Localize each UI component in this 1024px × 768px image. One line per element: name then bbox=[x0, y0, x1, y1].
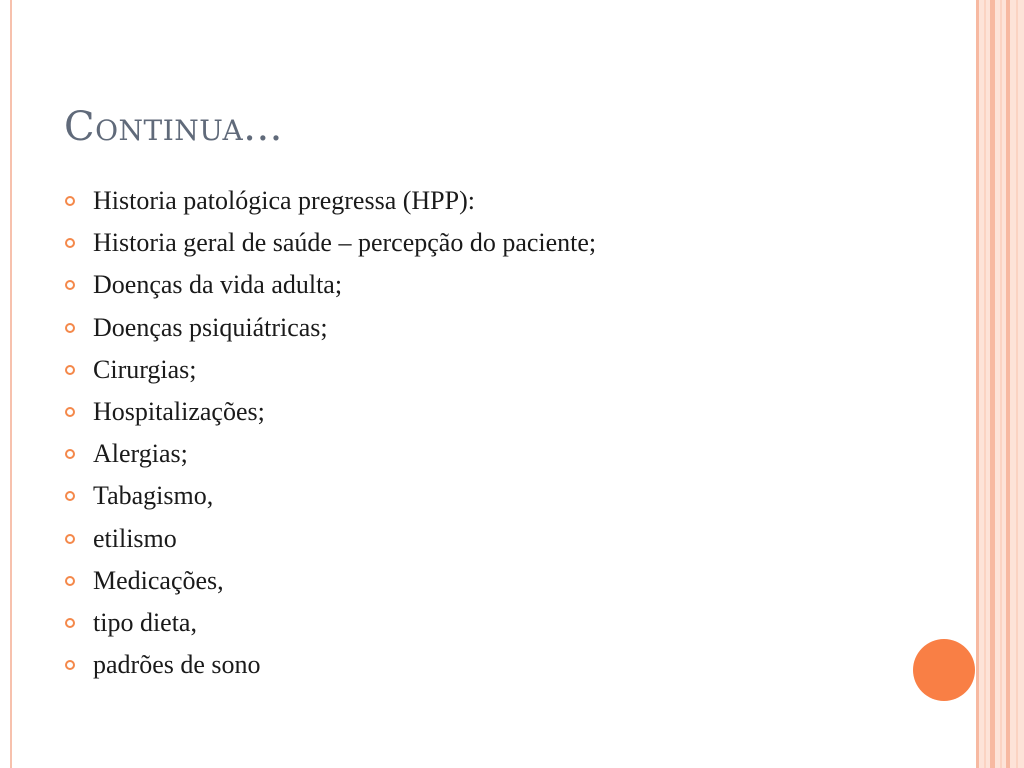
hollow-circle-bullet-icon bbox=[65, 534, 75, 544]
slide-title: Continua... bbox=[64, 104, 283, 150]
stripe bbox=[1000, 0, 1002, 768]
stripe bbox=[1006, 0, 1010, 768]
list-item-text: Cirurgias; bbox=[93, 354, 197, 384]
stripe bbox=[990, 0, 995, 768]
list-item-text: Doenças da vida adulta; bbox=[93, 270, 343, 300]
list-item bbox=[62, 477, 596, 519]
list-item bbox=[62, 646, 596, 688]
list-item bbox=[62, 435, 596, 477]
list-item bbox=[62, 182, 596, 224]
list-item-text: Tabagismo, bbox=[93, 481, 214, 511]
hollow-circle-bullet-icon bbox=[65, 660, 75, 670]
list-item bbox=[62, 562, 596, 604]
list-item bbox=[62, 224, 596, 266]
hollow-circle-bullet-icon bbox=[65, 280, 75, 290]
hollow-circle-bullet-icon bbox=[65, 449, 75, 459]
list-item bbox=[62, 604, 596, 646]
bullet-list bbox=[62, 182, 596, 688]
list-item bbox=[62, 351, 596, 393]
list-item bbox=[62, 266, 596, 308]
left-border-line bbox=[10, 0, 12, 768]
hollow-circle-bullet-icon bbox=[65, 323, 75, 333]
list-item-text: tipo dieta, bbox=[93, 607, 197, 637]
stripe bbox=[984, 0, 986, 768]
orange-circle-decoration bbox=[913, 639, 975, 701]
list-item-text: Hospitalizações; bbox=[93, 396, 265, 426]
stripe bbox=[976, 0, 979, 768]
hollow-circle-bullet-icon bbox=[65, 618, 75, 628]
hollow-circle-bullet-icon bbox=[65, 196, 75, 206]
list-item bbox=[62, 393, 596, 435]
hollow-circle-bullet-icon bbox=[65, 238, 75, 248]
stripe bbox=[1016, 0, 1018, 768]
list-item bbox=[62, 520, 596, 562]
right-decorative-stripes bbox=[976, 0, 1024, 768]
list-item-text: etilismo bbox=[93, 523, 177, 553]
hollow-circle-bullet-icon bbox=[65, 491, 75, 501]
list-item bbox=[62, 309, 596, 351]
list-item-text: Doenças psiquiátricas; bbox=[93, 312, 328, 342]
hollow-circle-bullet-icon bbox=[65, 365, 75, 375]
list-item-text: Medicações, bbox=[93, 565, 224, 595]
list-item-text: padrões de sono bbox=[93, 650, 261, 680]
list-item-text: Alergias; bbox=[93, 439, 188, 469]
list-item-text: Historia geral de saúde – percepção do paciente; bbox=[93, 228, 597, 258]
hollow-circle-bullet-icon bbox=[65, 407, 75, 417]
hollow-circle-bullet-icon bbox=[65, 576, 75, 586]
list-item-text: Historia patológica pregressa (HPP): bbox=[93, 186, 475, 215]
